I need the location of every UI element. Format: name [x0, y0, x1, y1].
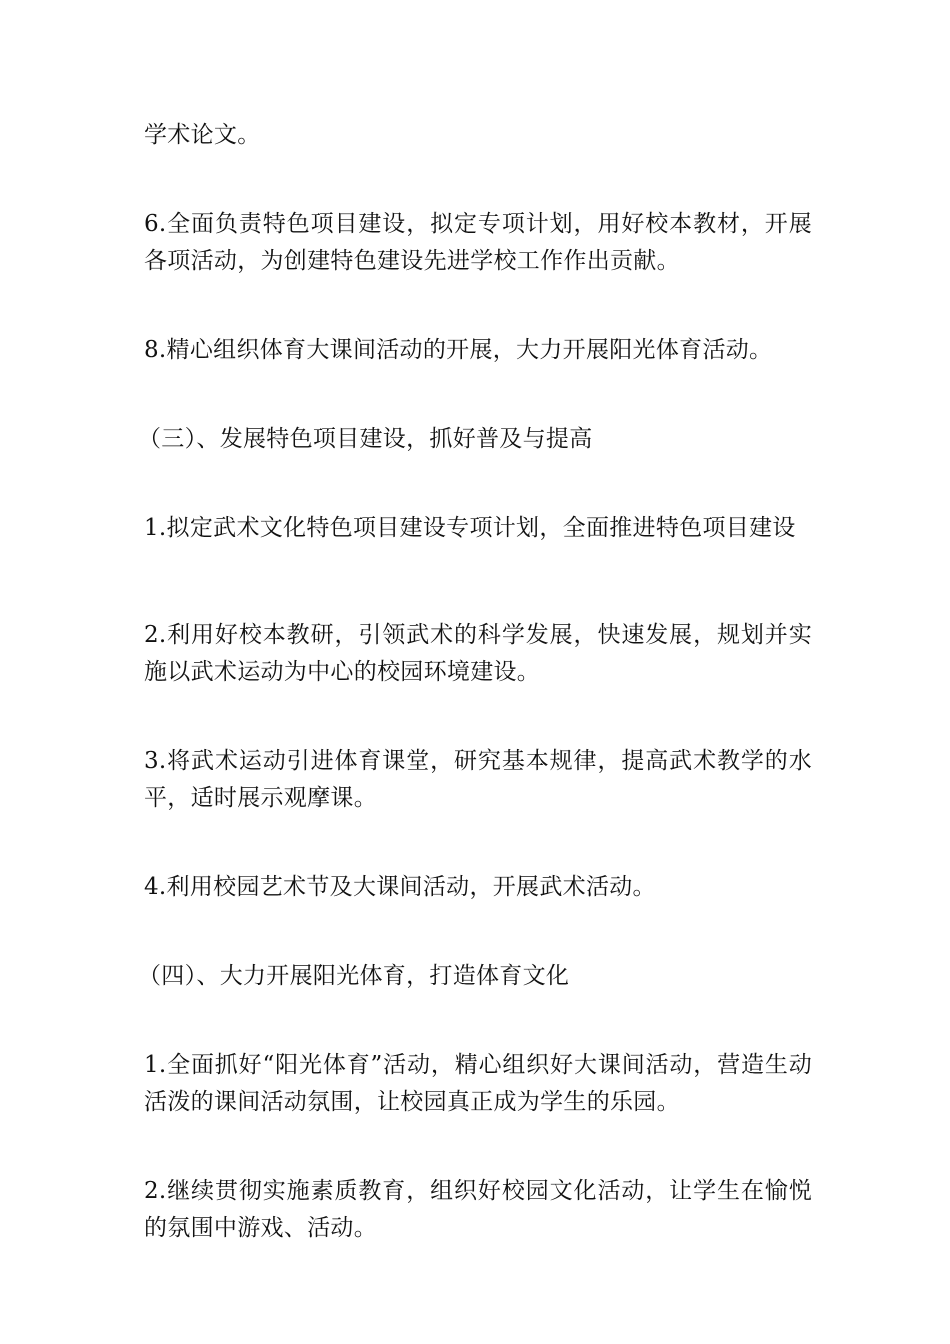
paragraph-section4-item-1: 1.全面抓好“阳光体育”活动，精心组织好大课间活动，营造生动活泼的课间活动氛围，让校园真正成为学生的乐园。 — [144, 1052, 812, 1115]
section-heading-3: （三）、发展特色项目建设，抓好普及与提高 — [138, 426, 593, 452]
section-heading-4: （四）、大力开展阳光体育，打造体育文化 — [138, 963, 570, 989]
paragraph-section3-item-4: 4.利用校园艺术节及大课间活动，开展武术活动。 — [144, 874, 656, 900]
document-body — [138, 117, 812, 1247]
paragraph-section3-item-1: 1.拟定武术文化特色项目建设专项计划，全面推进特色项目建设 — [144, 515, 796, 541]
paragraph-section4-item-2: 2.继续贯彻实施素质教育，组织好校园文化活动，让学生在愉悦的氛围中游戏、活动。 — [144, 1178, 812, 1241]
paragraph-section3-item-3: 3.将武术运动引进体育课堂，研究基本规律，提高武术教学的水平，适时展示观摩课。 — [144, 748, 812, 811]
paragraph-section3-item-2: 2.利用好校本教研，引领武术的科学发展，快速发展，规划并实施以武术运动为中心的校园环境建设。 — [144, 622, 812, 685]
paragraph-item-6: 6.全面负责特色项目建设，拟定专项计划，用好校本教材，开展各项活动，为创建特色建设先进学校工作作出贡献。 — [144, 211, 812, 274]
paragraph-item-8: 8.精心组织体育大课间活动的开展，大力开展阳光体育活动。 — [144, 337, 773, 363]
paragraph-continuation: 学术论文。 — [144, 122, 261, 148]
